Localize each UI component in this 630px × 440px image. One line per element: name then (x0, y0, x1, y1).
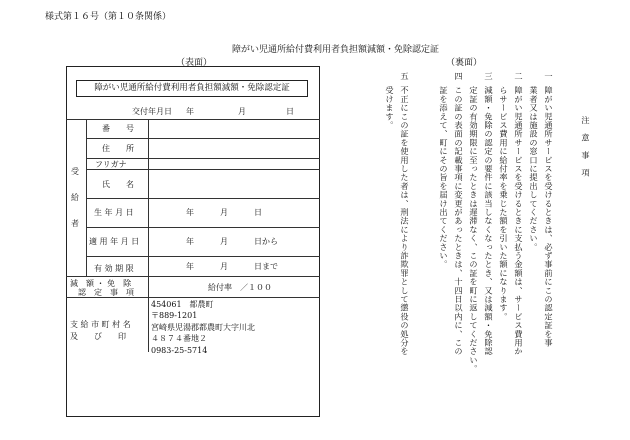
payer-label-line2: 及 び 印 (70, 332, 126, 341)
table-top-line (66, 119, 320, 120)
issue-date-label: 交付年月日 (132, 107, 172, 116)
valid-year: 年 (186, 262, 194, 271)
note-4-line-1: この証の表面の記載事項に変更があったときは、十四日以内に、この (454, 86, 464, 356)
application-year: 年 (186, 237, 194, 246)
card-inner-title: 障がい児通所給付費利用者負担額減額・免除認定証 (76, 80, 308, 97)
note-2-number: 二 (514, 72, 524, 81)
payer-label-line1: 支 給 市 町 村 名 (70, 320, 131, 329)
row-line (86, 198, 320, 199)
issue-date-day: 日 (286, 107, 294, 116)
note-5-line-2: 受けます。 (385, 86, 395, 130)
valid-day: 日まで (254, 262, 278, 271)
recipient-label-2: 給 (71, 193, 79, 202)
row-line (86, 256, 320, 257)
note-1-line-2: 業者又は施設の窓口に提出してください。 (529, 86, 539, 252)
label-application-date: 適 用 年 月 日 (89, 237, 140, 246)
valid-month: 月 (220, 262, 228, 271)
note-3-line-2: 定証の有効期限に至ったときは遅滞なく、この証を町に返してください。 (469, 86, 479, 374)
row-line (86, 138, 320, 139)
note-5-line-1: 不正にこの証を使用した者は、刑法により詐欺罪として懲役の処分を (400, 86, 410, 356)
notes-heading: 注 意 事 項 (581, 116, 591, 177)
payer-info-4: ４８７４番地２ (151, 334, 207, 343)
payer-info-2: 〒889-1201 (151, 311, 198, 320)
front-label: （表面） (176, 58, 213, 68)
document-title: 障がい児通所給付費利用者負担額減額・免除認定証 (232, 45, 440, 55)
note-5-number: 五 (400, 72, 410, 81)
application-month: 月 (220, 237, 228, 246)
note-2-line-2: らサービス費用に給付率を乗じた額を引いた額になります。 (499, 86, 509, 321)
label-valid-period: 有 効 期 限 (94, 264, 134, 273)
col-line (148, 119, 149, 352)
application-day: 日から (254, 237, 278, 246)
payer-info-3: 宮崎県児湯郡都農町大字川北 (151, 323, 255, 332)
issue-date-year: 年 (186, 107, 194, 116)
payer-info-1: 454061 都農町 (151, 300, 214, 309)
label-name: 氏 名 (102, 180, 134, 189)
form-number: 様式第１６号（第１０条関係） (45, 12, 172, 22)
birth-day: 日 (254, 208, 262, 217)
label-address: 住 所 (102, 144, 134, 153)
label-number: 番 号 (102, 124, 134, 133)
row-line (66, 276, 320, 277)
benefit-rate: 給付率 ／１００ (208, 283, 272, 292)
row-line (86, 158, 320, 159)
note-4-line-2: 証を添えて、町にその旨を届け出てください。 (439, 86, 449, 269)
back-label: （裏面） (446, 58, 483, 68)
label-birth-date: 生 年 月 日 (94, 208, 134, 217)
payer-info-5: 0983-25-5714 (151, 346, 208, 355)
recipient-label-3: 者 (71, 219, 79, 228)
issue-date-month: 月 (238, 107, 246, 116)
recipient-label-1: 受 (71, 167, 79, 176)
note-4-number: 四 (454, 72, 464, 81)
note-1-line-1: 障がい児通所サービスを受けるときは、必ず事前にこの認定証を事 (544, 86, 554, 347)
col-line (86, 119, 87, 276)
note-1-number: 一 (544, 72, 554, 81)
reduction-label-line2: 認 定 事 項 (78, 288, 134, 297)
label-furigana: フリガナ (95, 160, 127, 169)
row-line (86, 227, 320, 228)
birth-year: 年 (186, 208, 194, 217)
note-2-line-1: 障がい児通所サービスを受けるときに支払う金額は、サービス費用か (514, 86, 524, 356)
note-3-number: 三 (484, 72, 494, 81)
note-3-line-1: 減額・免除の認定の要件に該当しなくなったとき、又は減額・免除認 (484, 86, 494, 356)
reduction-label-line1: 減 額 ・ 免 除 (70, 279, 132, 288)
birth-month: 月 (220, 208, 228, 217)
